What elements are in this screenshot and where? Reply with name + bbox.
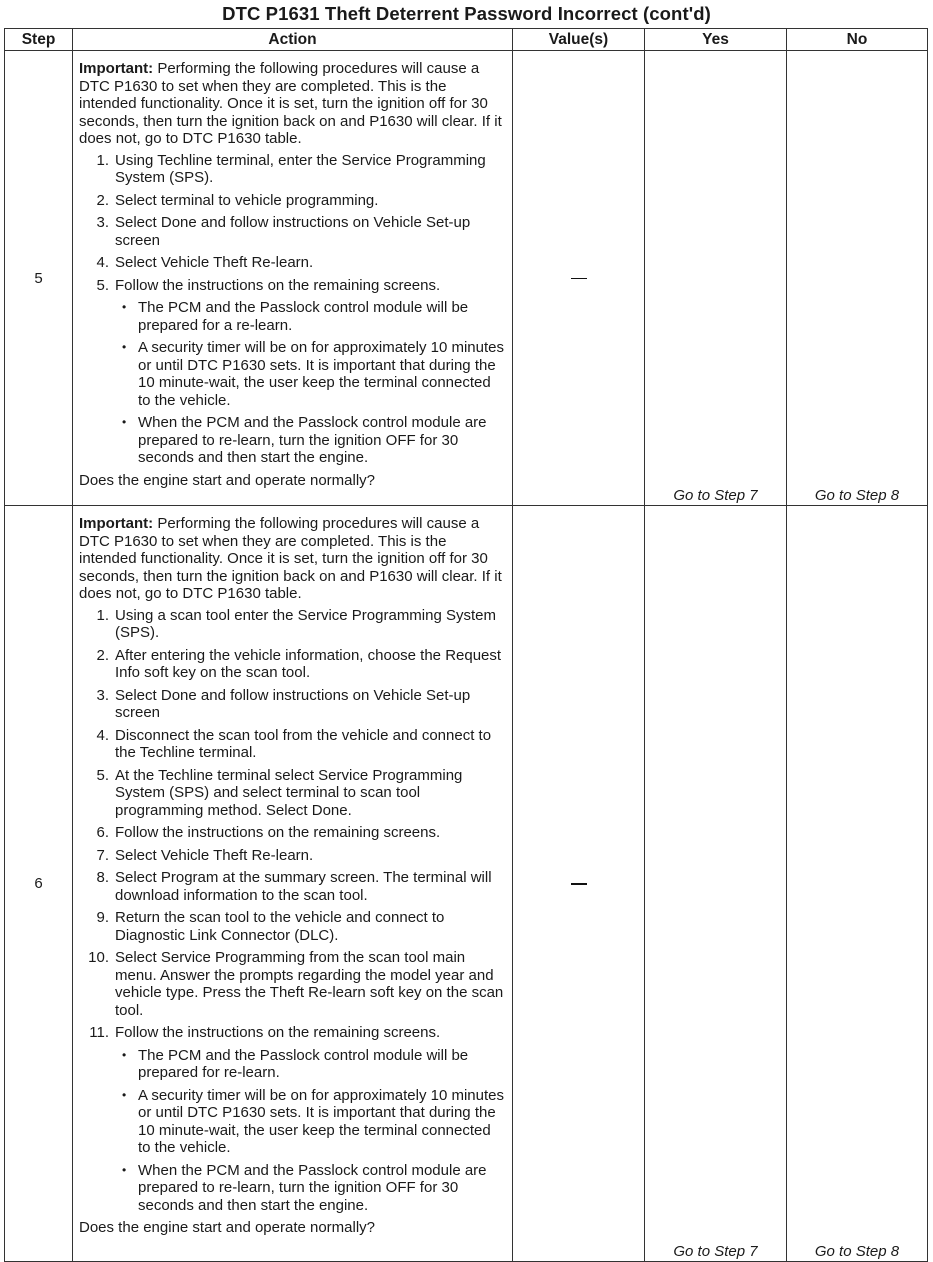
question-text: Does the engine start and operate normally? <box>79 471 376 489</box>
procedure-step <box>79 687 506 722</box>
procedure-step <box>79 949 506 1019</box>
procedure-step-number: 4. <box>96 254 109 271</box>
procedure-step <box>79 1024 506 1214</box>
procedure-step-number: 6. <box>96 824 109 841</box>
procedure-step <box>79 824 506 842</box>
bullet-item <box>115 299 506 334</box>
procedure-step-text: Select Done and follow instructions on Vehicle Set-up screen <box>115 686 471 721</box>
bullet-text: When the PCM and the Passlock control module are prepared to re-learn, turn the ignition OFF for 30 seconds and then start the engine. <box>138 1161 487 1214</box>
procedure-step-text: Using Techline terminal, enter the Service Programming System (SPS). <box>115 151 486 186</box>
no-cell <box>787 506 928 1262</box>
value-cell <box>513 51 645 506</box>
yes-link[interactable]: Go to Step 7 <box>673 1243 758 1260</box>
procedure-step-text: At the Techline terminal select Service Programming System (SPS) and select terminal to scan tool programming method. Select Done. <box>115 766 463 819</box>
procedure-step <box>79 214 506 249</box>
procedure-step-text: Select terminal to vehicle programming. <box>115 191 379 209</box>
bullet-text: When the PCM and the Passlock control module are prepared to re-learn, turn the ignition OFF for 30 seconds and then start the engine. <box>138 414 487 466</box>
action-cell <box>73 51 513 506</box>
table-row-step-6 <box>5 506 928 1262</box>
bullet-text: The PCM and the Passlock control module will be prepared for a re-learn. <box>138 299 469 334</box>
procedure-list <box>79 607 506 1215</box>
procedure-step-text: Using a scan tool enter the Service Programming System (SPS). <box>115 606 496 641</box>
dash-icon <box>571 883 587 885</box>
important-note <box>79 60 506 148</box>
procedure-step-text: Disconnect the scan tool from the vehicle and connect to the Techline terminal. <box>115 726 492 761</box>
important-text: Performing the following procedures will cause a DTC P1630 to set when they are completed. This is the intended functionality. Once it is set, turn the ignition off for 30 seconds, then turn the ignition back on and P1630 will clear. If it does not, go to DTC P1630 table. <box>79 515 502 602</box>
bullet-item <box>115 1087 506 1157</box>
important-note <box>79 515 506 603</box>
header-row <box>5 29 928 51</box>
column-header-no: No <box>787 29 928 51</box>
procedure-step <box>79 254 506 272</box>
column-header-action: Action <box>73 29 513 51</box>
dash-icon <box>571 278 587 280</box>
column-header-yes: Yes <box>645 29 787 51</box>
procedure-step <box>79 869 506 904</box>
important-label: Important: <box>79 60 154 77</box>
bullet-icon: • <box>122 1162 127 1177</box>
bullet-icon: • <box>122 1087 127 1102</box>
bullet-icon: • <box>122 415 127 429</box>
procedure-step-text: Return the scan tool to the vehicle and connect to Diagnostic Link Connector (DLC). <box>115 909 445 944</box>
procedure-step-number: 1. <box>96 151 109 169</box>
value-cell <box>513 506 645 1262</box>
no-cell <box>787 51 928 506</box>
procedure-step-number: 10. <box>88 949 109 966</box>
bullet-list <box>115 1047 506 1215</box>
important-text: Performing the following procedures will cause a DTC P1630 to set when they are completed. This is the intended functionality. Once it is set, turn the ignition off for 30 seconds, then turn the ignition back on and P1630 will clear. If it does not, go to DTC P1630 table. <box>79 60 502 147</box>
procedure-step-text: Follow the instructions on the remaining screens. <box>115 824 441 841</box>
procedure-step-text: Select Program at the summary screen. The terminal will download information to the scan tool. <box>115 869 492 904</box>
column-header-step: Step <box>5 29 73 51</box>
question-text: Does the engine start and operate normally? <box>79 1219 376 1236</box>
procedure-list <box>79 152 506 467</box>
procedure-step <box>79 767 506 820</box>
procedure-step <box>79 277 506 467</box>
procedure-step-number: 4. <box>96 726 109 744</box>
procedure-step-number: 8. <box>96 869 109 886</box>
procedure-step <box>79 192 506 210</box>
bullet-item <box>115 414 506 467</box>
action-cell <box>73 506 513 1262</box>
bullet-item <box>115 1162 506 1215</box>
procedure-step-number: 2. <box>96 646 109 664</box>
yes-cell <box>645 506 787 1262</box>
procedure-step-text: After entering the vehicle information, choose the Request Info soft key on the scan tool. <box>115 646 502 681</box>
yes-cell <box>645 51 787 506</box>
bullet-list <box>115 299 506 467</box>
step-number: 6 <box>5 506 73 1262</box>
no-link[interactable]: Go to Step 8 <box>814 1243 900 1260</box>
bullet-icon: • <box>122 1047 127 1062</box>
diagnostic-table <box>4 28 928 1262</box>
page-title: DTC P1631 Theft Deterrent Password Incorrect (cont'd) <box>222 3 711 24</box>
procedure-step <box>79 647 506 682</box>
procedure-step-number: 3. <box>96 214 109 231</box>
procedure-step-number: 3. <box>96 686 109 704</box>
bullet-text: The PCM and the Passlock control module will be prepared for re-learn. <box>138 1046 469 1081</box>
procedure-step-text: Select Service Programming from the scan tool main menu. Answer the prompts regarding the model year and vehicle type. Press the Theft Re-learn soft key on the scan tool. <box>115 949 504 1019</box>
procedure-step <box>79 152 506 187</box>
procedure-step <box>79 727 506 762</box>
procedure-step-text: Select Done and follow instructions on Vehicle Set-up screen <box>115 214 471 249</box>
procedure-step-number: 7. <box>96 846 109 864</box>
bullet-item <box>115 339 506 409</box>
bullet-icon: • <box>122 340 127 354</box>
procedure-step-text: Follow the instructions on the remaining screens. <box>115 1024 441 1041</box>
procedure-step-number: 2. <box>96 191 109 209</box>
procedure-step <box>79 909 506 944</box>
yes-link[interactable]: Go to Step 7 <box>673 487 758 504</box>
bullet-text: A security timer will be on for approximately 10 minutes or until DTC P1630 sets. It is important that during the 10 minute-wait, the user keep the terminal connected to the vehicle. <box>138 1086 504 1156</box>
bullet-icon: • <box>122 300 127 314</box>
procedure-step <box>79 847 506 865</box>
procedure-step-number: 5. <box>96 276 109 294</box>
table-row-step-5 <box>5 51 928 506</box>
procedure-step-text: Select Vehicle Theft Re-learn. <box>115 254 314 271</box>
bullet-text: A security timer will be on for approximately 10 minutes or until DTC P1630 sets. It is important that during the 10 minute-wait, the user keep the terminal connected to the vehicle. <box>138 339 504 409</box>
procedure-step-number: 11. <box>89 1024 109 1041</box>
procedure-step-number: 1. <box>96 606 109 624</box>
bullet-item <box>115 1047 506 1082</box>
procedure-step-number: 5. <box>96 766 109 784</box>
procedure-step-text: Follow the instructions on the remaining screens. <box>115 276 441 294</box>
procedure-step <box>79 607 506 642</box>
no-link[interactable]: Go to Step 8 <box>814 487 900 504</box>
procedure-step-number: 9. <box>96 909 109 926</box>
column-header-values: Value(s) <box>513 29 645 51</box>
procedure-step-text: Select Vehicle Theft Re-learn. <box>115 846 314 864</box>
step-number: 5 <box>5 51 73 506</box>
important-label: Important: <box>79 515 154 532</box>
